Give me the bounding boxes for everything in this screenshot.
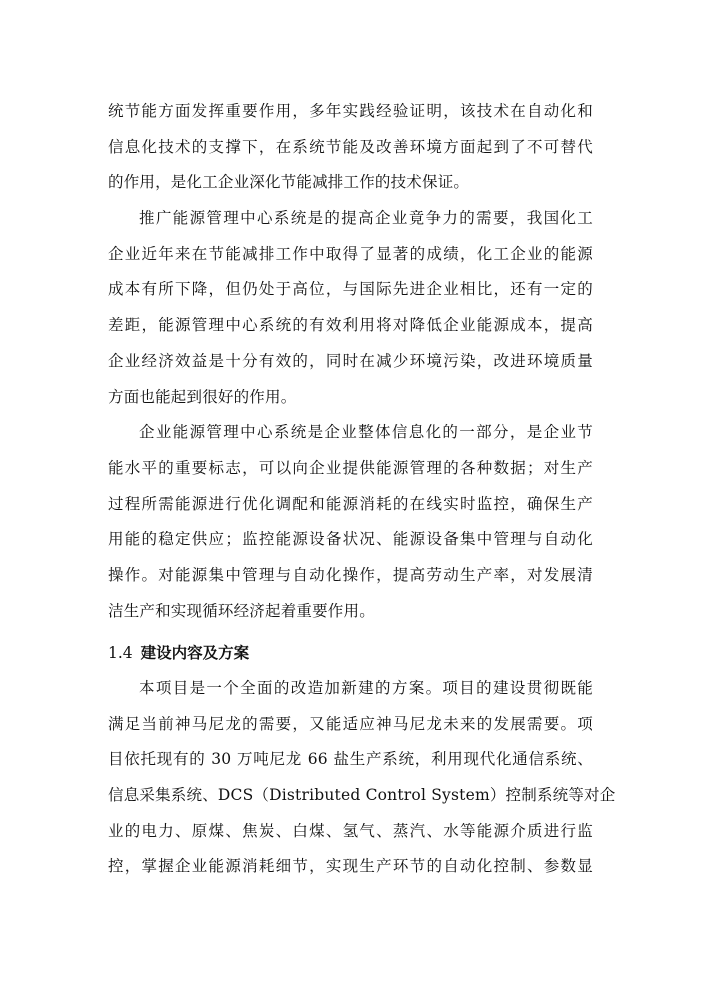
text-line: 推广能源管理中心系统是的提高企业竟争力的需要，我国化工 <box>139 209 593 228</box>
text-line: 操作。对能源集中管理与自动化操作，提高劳动生产率，对发展清 <box>108 565 593 584</box>
text-line: 控，掌握企业能源消耗细节，实现生产环节的自动化控制、参数显 <box>108 857 593 876</box>
text-line: 企业近年来在节能减排工作中取得了显著的成绩，化工企业的能源 <box>108 244 593 263</box>
text-line: 业的电力、原煤、焦炭、白煤、氢气、蒸汽、水等能源介质进行监 <box>108 821 593 840</box>
text-line: 统节能方面发挥重要作用，多年实践经验证明，该技术在自动化和 <box>108 102 593 120</box>
text-line: 信息采集系统、DCS（Distributed Control System）控制系统等对企 <box>108 786 616 805</box>
text-line: 目依托现有的 30 万吨尼龙 66 盐生产系统，利用现代化通信系统、 <box>108 750 593 769</box>
text-line: 本项目是一个全面的改造加新建的方案。项目的建设贯彻既能 <box>139 679 593 697</box>
section-title: 建设内容及方案 <box>140 643 250 663</box>
paragraph-continuation <box>108 94 593 201</box>
text-line: 满足当前神马尼龙的需要，又能适应神马尼龙未来的发展需要。项 <box>108 714 593 733</box>
text-line: 成本有所下降，但仍处于高位，与国际先进企业相比，还有一定的 <box>108 280 593 299</box>
paragraph-project-scope <box>108 671 616 885</box>
paragraph-informatization <box>108 415 593 629</box>
section-number: 1.4 <box>108 644 133 663</box>
text-line: 信息化技术的支撑下，在系统节能及改善环境方面起到了不可替代 <box>108 137 593 156</box>
paragraph-competitiveness <box>108 201 593 415</box>
text-line: 过程所需能源进行优化调配和能源消耗的在线实时监控，确保生产 <box>108 494 593 513</box>
text-line: 差距，能源管理中心系统的有效利用将对降低企业能源成本，提高 <box>108 316 593 335</box>
text-line: 方面也能起到很好的作用。 <box>108 387 297 406</box>
text-line: 的作用，是化工企业深化节能减排工作的技术保证。 <box>108 173 470 192</box>
section-heading <box>108 635 593 671</box>
text-line: 洁生产和实现循环经济起着重要作用。 <box>108 601 375 620</box>
document-body <box>108 94 616 885</box>
text-line: 企业能源管理中心系统是企业整体信息化的一部分，是企业节 <box>139 423 593 442</box>
text-line: 企业经济效益是十分有效的，同时在减少环境污染，改进环境质量 <box>108 351 593 370</box>
text-line: 能水平的重要标志，可以向企业提供能源管理的各种数据；对生产 <box>108 458 593 477</box>
text-line: 用能的稳定供应；监控能源设备状况、能源设备集中管理与自动化 <box>108 530 593 549</box>
